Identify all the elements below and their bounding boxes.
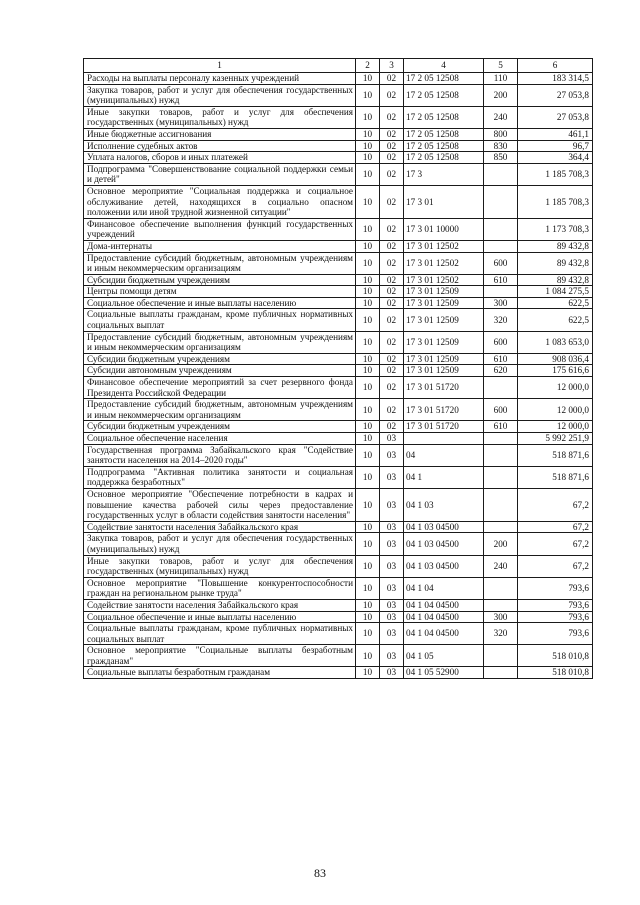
cell-name: Закупка товаров, работ и услуг для обеспечения государственных (муниципальных) нужд [84, 84, 356, 106]
table-row [84, 240, 593, 252]
cell-amount: 518 871,6 [518, 466, 593, 488]
cell-amount: 89 432,8 [518, 274, 593, 286]
table-row [84, 365, 593, 377]
table-row [84, 421, 593, 433]
cell-subsection: 02 [380, 286, 404, 298]
cell-target-article: 17 2 05 12508 [404, 106, 484, 128]
cell-section: 10 [356, 577, 380, 599]
cell-expense-type [484, 444, 518, 466]
table-row [84, 466, 593, 488]
cell-expense-type: 850 [484, 152, 518, 164]
cell-amount: 183 314,5 [518, 73, 593, 85]
cell-section: 10 [356, 128, 380, 140]
cell-expense-type: 320 [484, 309, 518, 331]
cell-amount: 908 036,4 [518, 353, 593, 365]
cell-amount: 793,6 [518, 611, 593, 623]
cell-name: Уплата налогов, сборов и иных платежей [84, 152, 356, 164]
cell-subsection: 02 [380, 421, 404, 433]
cell-name: Центры помощи детям [84, 286, 356, 298]
cell-name: Расходы на выплаты персоналу казенных учреждений [84, 73, 356, 85]
cell-expense-type [484, 240, 518, 252]
table-row [84, 252, 593, 274]
cell-subsection: 02 [380, 377, 404, 399]
table-row [84, 286, 593, 298]
cell-section: 10 [356, 140, 380, 152]
cell-name: Социальное обеспечение и иные выплаты населению [84, 297, 356, 309]
cell-subsection: 03 [380, 611, 404, 623]
cell-target-article: 04 1 05 52900 [404, 667, 484, 679]
cell-name: Финансовое обеспечение выполнения функций государственных учреждений [84, 218, 356, 240]
header-cell-subsection: 3 [380, 59, 404, 73]
cell-amount: 622,5 [518, 309, 593, 331]
cell-target-article: 17 2 05 12508 [404, 140, 484, 152]
cell-target-article: 04 1 03 04500 [404, 555, 484, 577]
cell-section: 10 [356, 163, 380, 185]
cell-expense-type [484, 645, 518, 667]
cell-subsection: 02 [380, 163, 404, 185]
cell-name: Исполнение судебных актов [84, 140, 356, 152]
cell-expense-type [484, 433, 518, 445]
cell-name: Социальные выплаты гражданам, кроме публичных нормативных социальных выплат [84, 309, 356, 331]
cell-target-article: 04 1 03 04500 [404, 521, 484, 533]
cell-subsection: 02 [380, 84, 404, 106]
cell-subsection: 03 [380, 533, 404, 555]
cell-section: 10 [356, 274, 380, 286]
cell-target-article: 17 3 01 12502 [404, 252, 484, 274]
cell-amount: 1 083 653,0 [518, 331, 593, 353]
cell-name: Содействие занятости населения Забайкальского края [84, 599, 356, 611]
cell-expense-type [484, 599, 518, 611]
table-row [84, 377, 593, 399]
cell-amount: 793,6 [518, 623, 593, 645]
budget-table-sheet [83, 58, 592, 679]
cell-name: Финансовое обеспечение мероприятий за счет резервного фонда Президента Российской Федерации [84, 377, 356, 399]
cell-subsection: 03 [380, 645, 404, 667]
cell-amount: 518 871,6 [518, 444, 593, 466]
cell-amount: 12 000,0 [518, 377, 593, 399]
cell-section: 10 [356, 365, 380, 377]
header-cell-section: 2 [356, 59, 380, 73]
cell-target-article: 17 3 01 51720 [404, 377, 484, 399]
cell-subsection: 02 [380, 399, 404, 421]
cell-subsection: 02 [380, 331, 404, 353]
cell-name: Предоставление субсидий бюджетным, автономным учреждениям и иным некоммерческим организациям [84, 399, 356, 421]
cell-target-article: 04 1 [404, 466, 484, 488]
cell-expense-type [484, 667, 518, 679]
cell-target-article: 04 1 05 [404, 645, 484, 667]
cell-target-article: 04 1 04 [404, 577, 484, 599]
cell-section: 10 [356, 599, 380, 611]
cell-subsection: 02 [380, 309, 404, 331]
cell-expense-type: 800 [484, 128, 518, 140]
cell-amount: 27 053,8 [518, 84, 593, 106]
cell-name: Иные закупки товаров, работ и услуг для обеспечения государственных (муниципальных) нужд [84, 555, 356, 577]
table-row [84, 623, 593, 645]
header-cell-expense-type: 5 [484, 59, 518, 73]
cell-subsection: 02 [380, 353, 404, 365]
table-row [84, 611, 593, 623]
cell-amount: 518 010,8 [518, 667, 593, 679]
table-row [84, 599, 593, 611]
cell-name: Основное мероприятие "Социальная поддержка и социальное обслуживание детей, находящихся в социально опасном положении или иной трудной жизненной ситуации" [84, 185, 356, 218]
cell-target-article: 17 3 01 51720 [404, 421, 484, 433]
cell-section: 10 [356, 73, 380, 85]
table-row [84, 533, 593, 555]
cell-subsection: 02 [380, 218, 404, 240]
cell-amount: 96,7 [518, 140, 593, 152]
cell-section: 10 [356, 309, 380, 331]
cell-subsection: 03 [380, 623, 404, 645]
cell-name: Социальные выплаты гражданам, кроме публичных нормативных социальных выплат [84, 623, 356, 645]
cell-amount: 89 432,8 [518, 252, 593, 274]
cell-amount: 461,1 [518, 128, 593, 140]
cell-target-article: 17 3 01 12509 [404, 365, 484, 377]
cell-name: Государственная программа Забайкальского края "Содействие занятости населения на 2014–2020 годы" [84, 444, 356, 466]
cell-section: 10 [356, 444, 380, 466]
cell-amount: 793,6 [518, 599, 593, 611]
cell-subsection: 03 [380, 555, 404, 577]
table-row [84, 106, 593, 128]
cell-subsection: 02 [380, 140, 404, 152]
cell-subsection: 02 [380, 152, 404, 164]
cell-subsection: 03 [380, 433, 404, 445]
cell-expense-type [484, 286, 518, 298]
cell-name: Закупка товаров, работ и услуг для обеспечения государственных (муниципальных) нужд [84, 533, 356, 555]
cell-expense-type [484, 185, 518, 218]
cell-name: Подпрограмма "Активная политика занятости и социальная поддержка безработных" [84, 466, 356, 488]
cell-subsection: 03 [380, 488, 404, 521]
cell-name: Основное мероприятие "Обеспечение потребности в кадрах и повышение качества рабочей силы через предоставление государственных услуг в области содействия занятости населения" [84, 488, 356, 521]
cell-amount: 67,2 [518, 488, 593, 521]
cell-expense-type: 600 [484, 399, 518, 421]
cell-name: Социальное обеспечение и иные выплаты населению [84, 611, 356, 623]
cell-section: 10 [356, 377, 380, 399]
cell-section: 10 [356, 433, 380, 445]
cell-name: Субсидии бюджетным учреждениям [84, 421, 356, 433]
table-row [84, 297, 593, 309]
cell-target-article: 17 3 [404, 163, 484, 185]
cell-expense-type [484, 163, 518, 185]
cell-name: Субсидии бюджетным учреждениям [84, 274, 356, 286]
page-number: 83 [314, 866, 326, 880]
cell-section: 10 [356, 466, 380, 488]
table-row [84, 488, 593, 521]
cell-amount: 175 616,6 [518, 365, 593, 377]
cell-section: 10 [356, 533, 380, 555]
cell-amount: 67,2 [518, 521, 593, 533]
table-row [84, 444, 593, 466]
table-body [84, 73, 593, 679]
table-row [84, 73, 593, 85]
cell-name: Дома-интернаты [84, 240, 356, 252]
cell-target-article: 04 [404, 444, 484, 466]
cell-section: 10 [356, 611, 380, 623]
cell-target-article: 17 3 01 12509 [404, 297, 484, 309]
cell-expense-type: 610 [484, 421, 518, 433]
table-row [84, 645, 593, 667]
table-row [84, 399, 593, 421]
cell-expense-type: 610 [484, 274, 518, 286]
cell-section: 10 [356, 152, 380, 164]
cell-section: 10 [356, 286, 380, 298]
cell-amount: 12 000,0 [518, 399, 593, 421]
cell-subsection: 02 [380, 128, 404, 140]
cell-subsection: 03 [380, 667, 404, 679]
cell-amount: 1 173 708,3 [518, 218, 593, 240]
cell-amount: 1 185 708,3 [518, 163, 593, 185]
cell-name: Иные закупки товаров, работ и услуг для обеспечения государственных (муниципальных) нужд [84, 106, 356, 128]
cell-target-article: 17 3 01 12509 [404, 286, 484, 298]
table-row [84, 163, 593, 185]
cell-expense-type [484, 488, 518, 521]
cell-section: 10 [356, 353, 380, 365]
budget-table [83, 58, 593, 679]
cell-amount: 1 084 275,5 [518, 286, 593, 298]
cell-target-article: 17 2 05 12508 [404, 84, 484, 106]
cell-expense-type: 300 [484, 297, 518, 309]
cell-subsection: 03 [380, 444, 404, 466]
table-row [84, 667, 593, 679]
cell-subsection: 03 [380, 577, 404, 599]
cell-section: 10 [356, 623, 380, 645]
cell-name: Иные бюджетные ассигнования [84, 128, 356, 140]
cell-subsection: 03 [380, 599, 404, 611]
cell-target-article: 17 2 05 12508 [404, 73, 484, 85]
cell-section: 10 [356, 488, 380, 521]
cell-subsection: 02 [380, 252, 404, 274]
table-row [84, 140, 593, 152]
cell-section: 10 [356, 252, 380, 274]
cell-amount: 67,2 [518, 533, 593, 555]
cell-subsection: 02 [380, 365, 404, 377]
cell-name: Субсидии автономным учреждениям [84, 365, 356, 377]
cell-expense-type: 240 [484, 106, 518, 128]
cell-name: Содействие занятости населения Забайкальского края [84, 521, 356, 533]
cell-section: 10 [356, 645, 380, 667]
header-cell-target-article: 4 [404, 59, 484, 73]
cell-expense-type: 830 [484, 140, 518, 152]
cell-section: 10 [356, 106, 380, 128]
cell-subsection: 02 [380, 240, 404, 252]
cell-subsection: 03 [380, 521, 404, 533]
cell-expense-type: 200 [484, 84, 518, 106]
header-cell-amount: 6 [518, 59, 593, 73]
cell-subsection: 02 [380, 274, 404, 286]
table-row [84, 152, 593, 164]
cell-section: 10 [356, 555, 380, 577]
cell-expense-type: 320 [484, 623, 518, 645]
cell-section: 10 [356, 185, 380, 218]
cell-expense-type [484, 218, 518, 240]
cell-expense-type [484, 377, 518, 399]
cell-amount: 622,5 [518, 297, 593, 309]
table-row [84, 521, 593, 533]
cell-amount: 12 000,0 [518, 421, 593, 433]
cell-name: Подпрограмма "Совершенствование социальной поддержки семьи и детей" [84, 163, 356, 185]
cell-name: Предоставление субсидий бюджетным, автономным учреждениям и иным некоммерческим организациям [84, 252, 356, 274]
cell-amount: 5 992 251,9 [518, 433, 593, 445]
cell-amount: 67,2 [518, 555, 593, 577]
cell-expense-type: 610 [484, 353, 518, 365]
cell-target-article: 17 3 01 [404, 185, 484, 218]
cell-section: 10 [356, 297, 380, 309]
cell-expense-type: 240 [484, 555, 518, 577]
cell-expense-type: 300 [484, 611, 518, 623]
cell-amount: 27 053,8 [518, 106, 593, 128]
cell-expense-type [484, 466, 518, 488]
table-row [84, 577, 593, 599]
cell-expense-type: 200 [484, 533, 518, 555]
table-row [84, 309, 593, 331]
cell-section: 10 [356, 84, 380, 106]
cell-subsection: 02 [380, 106, 404, 128]
cell-section: 10 [356, 399, 380, 421]
cell-target-article: 04 1 04 04500 [404, 599, 484, 611]
cell-amount: 1 185 708,3 [518, 185, 593, 218]
table-row [84, 433, 593, 445]
table-row [84, 331, 593, 353]
cell-expense-type [484, 521, 518, 533]
cell-subsection: 02 [380, 73, 404, 85]
cell-name: Основное мероприятие "Социальные выплаты безработным гражданам" [84, 645, 356, 667]
cell-expense-type: 110 [484, 73, 518, 85]
cell-expense-type: 600 [484, 331, 518, 353]
table-row [84, 218, 593, 240]
cell-target-article: 17 3 01 51720 [404, 399, 484, 421]
cell-name: Субсидии бюджетным учреждениям [84, 353, 356, 365]
cell-target-article: 17 3 01 12502 [404, 240, 484, 252]
cell-target-article: 04 1 04 04500 [404, 611, 484, 623]
cell-section: 10 [356, 421, 380, 433]
cell-name: Основное мероприятие "Повышение конкурентоспособности граждан на региональном рынке труда" [84, 577, 356, 599]
cell-amount: 89 432,8 [518, 240, 593, 252]
cell-section: 10 [356, 218, 380, 240]
table-row [84, 128, 593, 140]
table-row [84, 274, 593, 286]
cell-target-article: 17 3 01 12509 [404, 331, 484, 353]
cell-target-article: 17 2 05 12508 [404, 128, 484, 140]
cell-expense-type [484, 577, 518, 599]
cell-target-article: 04 1 03 04500 [404, 533, 484, 555]
cell-target-article: 17 3 01 12502 [404, 274, 484, 286]
cell-section: 10 [356, 240, 380, 252]
cell-target-article: 17 3 01 12509 [404, 353, 484, 365]
cell-subsection: 03 [380, 466, 404, 488]
cell-target-article: 04 1 04 04500 [404, 623, 484, 645]
cell-target-article: 17 3 01 10000 [404, 218, 484, 240]
cell-target-article: 04 1 03 [404, 488, 484, 521]
header-cell-name: 1 [84, 59, 356, 73]
table-row [84, 185, 593, 218]
cell-expense-type: 620 [484, 365, 518, 377]
cell-expense-type: 600 [484, 252, 518, 274]
cell-name: Социальное обеспечение населения [84, 433, 356, 445]
cell-target-article [404, 433, 484, 445]
cell-name: Социальные выплаты безработным гражданам [84, 667, 356, 679]
cell-target-article: 17 3 01 12509 [404, 309, 484, 331]
cell-section: 10 [356, 521, 380, 533]
cell-section: 10 [356, 667, 380, 679]
cell-amount: 518 010,8 [518, 645, 593, 667]
cell-name: Предоставление субсидий бюджетным, автономным учреждениям и иным некоммерческим организациям [84, 331, 356, 353]
cell-subsection: 02 [380, 185, 404, 218]
cell-amount: 793,6 [518, 577, 593, 599]
header-row [84, 59, 593, 73]
table-row [84, 84, 593, 106]
table-row [84, 555, 593, 577]
cell-amount: 364,4 [518, 152, 593, 164]
cell-target-article: 17 2 05 12508 [404, 152, 484, 164]
cell-section: 10 [356, 331, 380, 353]
cell-subsection: 02 [380, 297, 404, 309]
table-row [84, 353, 593, 365]
